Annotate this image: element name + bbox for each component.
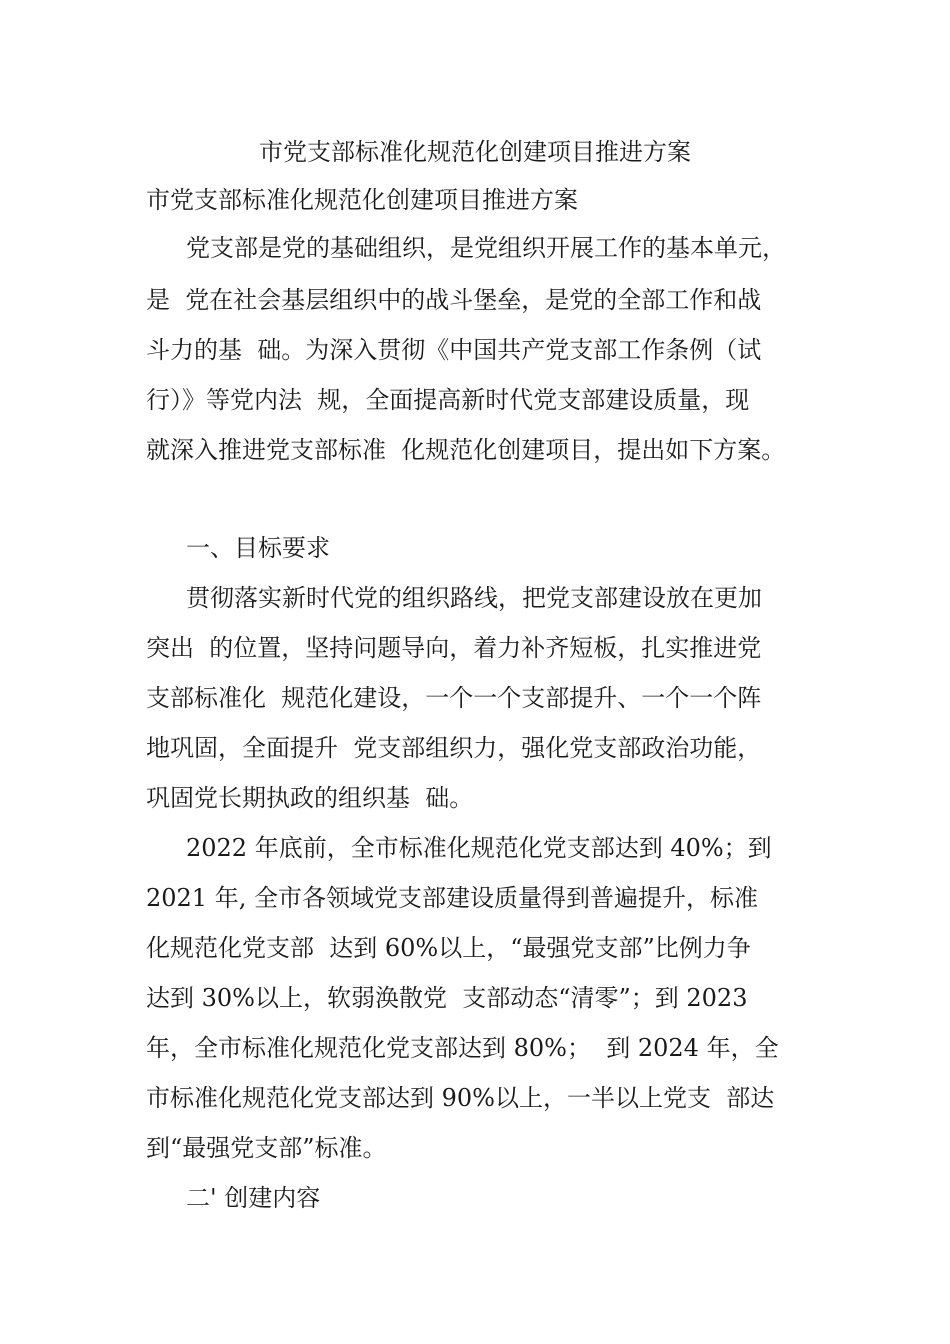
section1-para2-line: 年，全市标准化规范化党支部达到 80%； 到 2024 年，全 bbox=[146, 1034, 779, 1062]
section-heading-content: 二' 创建内容 bbox=[186, 1184, 321, 1212]
section1-para1-line: 地巩固，全面提升 党支部组织力，强化党支部政治功能， bbox=[146, 734, 762, 762]
section1-para2-line: 市标准化规范化党支部达到 90%以上，一半以上党支 部达 bbox=[146, 1084, 775, 1112]
intro-line: 斗力的基 础。为深入贯彻《中国共产党支部工作条例（试 bbox=[146, 336, 762, 364]
intro-line: 党支部是党的基础组织，是党组织开展工作的基本单元， bbox=[186, 234, 786, 262]
section1-para2-line: 2021 年, 全市各领域党支部建设质量得到普遍提升，标准 bbox=[146, 884, 758, 912]
section1-para2-line: 到“最强党支部”标准。 bbox=[146, 1134, 387, 1162]
section1-para2-line: 2022 年底前，全市标准化规范化党支部达到 40%；到 bbox=[186, 834, 772, 862]
section1-para2-line: 达到 30%以上，软弱涣散党 支部动态“清零”；到 2023 bbox=[146, 984, 748, 1012]
section1-para1-line: 支部标准化 规范化建设，一个一个支部提升、一个一个阵 bbox=[146, 684, 762, 712]
section1-para1-line: 突出 的位置，坚持问题导向，着力补齐短板，扎实推进党 bbox=[146, 634, 762, 662]
intro-line: 是 党在社会基层组织中的战斗堡垒，是党的全部工作和战 bbox=[146, 286, 762, 314]
intro-line: 就深入推进党支部标准 化规范化创建项目，提出如下方案。 bbox=[146, 436, 786, 464]
section1-para1-line: 巩固党长期执政的组织基 础。 bbox=[146, 784, 474, 812]
document-title: 市党支部标准化规范化创建项目推进方案 bbox=[259, 138, 691, 166]
intro-line: 行）》等党内法 规，全面提高新时代党支部建设质量，现 bbox=[146, 386, 750, 414]
section-heading-goals: 一、目标要求 bbox=[186, 534, 330, 562]
section1-para2-line: 化规范化党支部 达到 60%以上，“最强党支部”比例力争 bbox=[146, 934, 751, 962]
document-subtitle: 市党支部标准化规范化创建项目推进方案 bbox=[146, 186, 578, 214]
section1-para1-line: 贯彻落实新时代党的组织路线，把党支部建设放在更加 bbox=[186, 584, 762, 612]
